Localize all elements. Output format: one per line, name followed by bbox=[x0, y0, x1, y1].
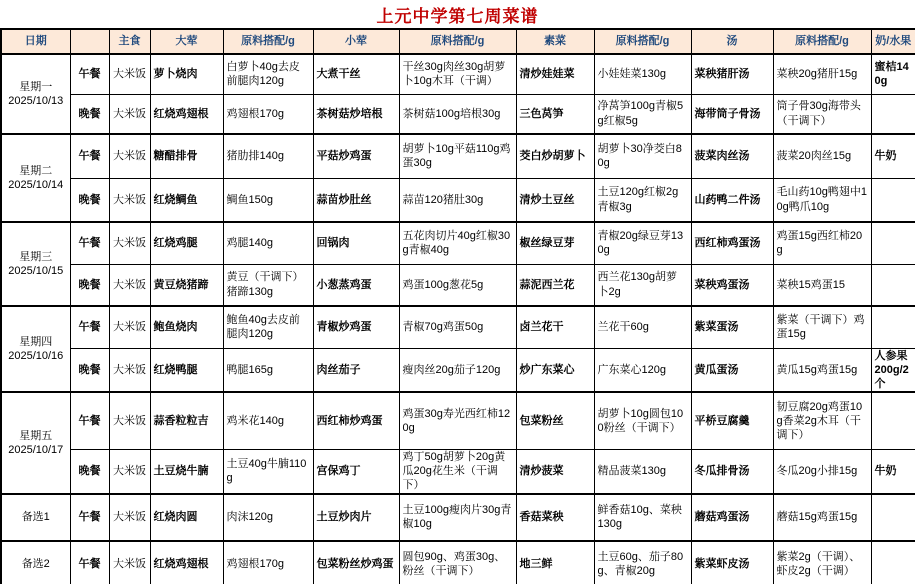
side-dish-cell: 小葱蒸鸡蛋 bbox=[313, 264, 399, 306]
menu-row bbox=[1, 54, 915, 94]
soup-ingredients-cell: 菜秧20g猪肝15g bbox=[773, 54, 871, 94]
milk-fruit-cell bbox=[871, 494, 915, 541]
staple-cell: 大米饭 bbox=[109, 134, 150, 178]
menu-row bbox=[1, 94, 915, 134]
header-date: 日期 bbox=[1, 29, 70, 54]
side-dish-cell: 西红柿炒鸡蛋 bbox=[313, 392, 399, 449]
veg-ingredients-cell: 小娃娃菜130g bbox=[594, 54, 691, 94]
date-cell bbox=[1, 54, 70, 134]
side-dish-cell: 土豆炒肉片 bbox=[313, 494, 399, 541]
main-ingredients-cell: 黄豆（干调下）猪蹄130g bbox=[223, 264, 313, 306]
veg-dish-cell: 三色莴笋 bbox=[516, 94, 594, 134]
veg-ingredients-cell: 鲜香菇10g、菜秧130g bbox=[594, 494, 691, 541]
staple-cell: 大米饭 bbox=[109, 222, 150, 264]
staple-cell: 大米饭 bbox=[109, 94, 150, 134]
veg-dish-cell: 蒜泥西兰花 bbox=[516, 264, 594, 306]
header-veg-dish: 素菜 bbox=[516, 29, 594, 54]
day-label: 备选2 bbox=[21, 558, 50, 571]
soup-ingredients-cell: 毛山药10g鸭翅中10g鸭爪10g bbox=[773, 178, 871, 222]
soup-ingredients-cell: 紫菜（干调下）鸡蛋15g bbox=[773, 306, 871, 348]
main-dish-cell: 鲍鱼烧肉 bbox=[150, 306, 223, 348]
side-dish-cell: 宫保鸡丁 bbox=[313, 449, 399, 493]
veg-ingredients-cell: 土豆60g、茄子80g、青椒20g bbox=[594, 541, 691, 584]
soup-ingredients-cell: 冬瓜20g小排15g bbox=[773, 449, 871, 493]
header-soup-ingredients: 原料搭配/g bbox=[773, 29, 871, 54]
main-dish-cell: 红烧鸡翅根 bbox=[150, 94, 223, 134]
meal-type-cell: 午餐 bbox=[70, 222, 109, 264]
date-cell bbox=[1, 134, 70, 222]
menu-row bbox=[1, 222, 915, 264]
main-dish-cell: 萝卜烧肉 bbox=[150, 54, 223, 94]
main-dish-cell: 糖醋排骨 bbox=[150, 134, 223, 178]
soup-cell: 山药鸭二件汤 bbox=[691, 178, 773, 222]
side-ingredients-cell: 茶树菇100g培根30g bbox=[399, 94, 516, 134]
meal-type-cell: 晚餐 bbox=[70, 348, 109, 392]
milk-fruit-cell: 蜜桔140g bbox=[871, 54, 915, 94]
side-dish-cell: 茶树菇炒培根 bbox=[313, 94, 399, 134]
soup-ingredients-cell: 菜秧15鸡蛋15 bbox=[773, 264, 871, 306]
day-date: 2025/10/13 bbox=[8, 95, 64, 107]
header-main-dish: 大荤 bbox=[150, 29, 223, 54]
header-soup: 汤 bbox=[691, 29, 773, 54]
main-dish-cell: 红烧肉圆 bbox=[150, 494, 223, 541]
main-ingredients-cell: 白萝卜40g去皮前腿肉120g bbox=[223, 54, 313, 94]
day-label: 星期五 bbox=[19, 429, 53, 442]
side-ingredients-cell: 鸡蛋30g寿光西红柿120g bbox=[399, 392, 516, 449]
side-dish-cell: 大煮干丝 bbox=[313, 54, 399, 94]
soup-cell: 菜秧鸡蛋汤 bbox=[691, 264, 773, 306]
day-label: 星期三 bbox=[19, 250, 53, 263]
staple-cell: 大米饭 bbox=[109, 541, 150, 584]
veg-ingredients-cell: 净莴笋100g青椒5g红椒5g bbox=[594, 94, 691, 134]
day-label: 星期一 bbox=[19, 80, 53, 93]
staple-cell: 大米饭 bbox=[109, 449, 150, 493]
menu-row bbox=[1, 348, 915, 392]
side-dish-cell: 平菇炒鸡蛋 bbox=[313, 134, 399, 178]
soup-ingredients-cell: 筒子骨30g海带头（干调下） bbox=[773, 94, 871, 134]
soup-cell: 菠菜肉丝汤 bbox=[691, 134, 773, 178]
milk-fruit-cell bbox=[871, 94, 915, 134]
soup-cell: 菜秧猪肝汤 bbox=[691, 54, 773, 94]
side-dish-cell: 肉丝茄子 bbox=[313, 348, 399, 392]
day-date: 2025/10/17 bbox=[8, 444, 64, 457]
side-ingredients-cell: 蒜苗120猪肚30g bbox=[399, 178, 516, 222]
main-dish-cell: 黄豆烧猪蹄 bbox=[150, 264, 223, 306]
soup-ingredients-cell: 黄瓜15g鸡蛋15g bbox=[773, 348, 871, 392]
staple-cell: 大米饭 bbox=[109, 494, 150, 541]
soup-ingredients-cell: 蘑菇15g鸡蛋15g bbox=[773, 494, 871, 541]
main-dish-cell: 红烧鸭腿 bbox=[150, 348, 223, 392]
veg-ingredients-cell: 广东菜心120g bbox=[594, 348, 691, 392]
menu-row bbox=[1, 178, 915, 222]
soup-ingredients-cell: 紫菜2g（干调）、虾皮2g（干调） bbox=[773, 541, 871, 584]
soup-ingredients-cell: 鸡蛋15g西红柿20g bbox=[773, 222, 871, 264]
main-ingredients-cell: 鲷鱼150g bbox=[223, 178, 313, 222]
main-dish-cell: 蒜香粒粒吉 bbox=[150, 392, 223, 449]
main-ingredients-cell: 鸡米花140g bbox=[223, 392, 313, 449]
date-cell bbox=[1, 494, 70, 541]
main-ingredients-cell: 肉沫120g bbox=[223, 494, 313, 541]
soup-cell: 西红柿鸡蛋汤 bbox=[691, 222, 773, 264]
header-staple: 主食 bbox=[109, 29, 150, 54]
veg-ingredients-cell: 土豆120g红椒2g青椒3g bbox=[594, 178, 691, 222]
meal-type-cell: 晚餐 bbox=[70, 94, 109, 134]
soup-ingredients-cell: 韧豆腐20g鸡蛋10g香菜2g木耳（干调下） bbox=[773, 392, 871, 449]
meal-type-cell: 晚餐 bbox=[70, 449, 109, 493]
menu-row bbox=[1, 264, 915, 306]
soup-cell: 紫菜蛋汤 bbox=[691, 306, 773, 348]
header-veg-ingredients: 原料搭配/g bbox=[594, 29, 691, 54]
header-meal bbox=[70, 29, 109, 54]
milk-fruit-cell bbox=[871, 392, 915, 449]
side-ingredients-cell: 圆包90g、鸡蛋30g、粉丝（干调下） bbox=[399, 541, 516, 584]
staple-cell: 大米饭 bbox=[109, 178, 150, 222]
soup-cell: 冬瓜排骨汤 bbox=[691, 449, 773, 493]
soup-cell: 蘑菇鸡蛋汤 bbox=[691, 494, 773, 541]
menu-row bbox=[1, 392, 915, 449]
meal-type-cell: 午餐 bbox=[70, 494, 109, 541]
veg-ingredients-cell: 兰花干60g bbox=[594, 306, 691, 348]
staple-cell: 大米饭 bbox=[109, 348, 150, 392]
veg-dish-cell: 清炒菠菜 bbox=[516, 449, 594, 493]
side-ingredients-cell: 土豆100g瘦肉片30g青椒10g bbox=[399, 494, 516, 541]
staple-cell: 大米饭 bbox=[109, 392, 150, 449]
veg-dish-cell: 清炒娃娃菜 bbox=[516, 54, 594, 94]
day-date: 2025/10/16 bbox=[8, 350, 64, 363]
day-date: 2025/10/15 bbox=[8, 265, 64, 277]
staple-cell: 大米饭 bbox=[109, 306, 150, 348]
soup-cell: 黄瓜蛋汤 bbox=[691, 348, 773, 392]
veg-ingredients-cell: 青椒20g绿豆芽130g bbox=[594, 222, 691, 264]
date-cell bbox=[1, 222, 70, 306]
soup-ingredients-cell: 菠菜20肉丝15g bbox=[773, 134, 871, 178]
staple-cell: 大米饭 bbox=[109, 264, 150, 306]
day-label: 备选1 bbox=[21, 511, 50, 524]
menu-body bbox=[1, 54, 915, 584]
meal-type-cell: 午餐 bbox=[70, 392, 109, 449]
main-ingredients-cell: 鸭腿165g bbox=[223, 348, 313, 392]
veg-dish-cell: 地三鲜 bbox=[516, 541, 594, 584]
milk-fruit-cell bbox=[871, 541, 915, 584]
date-cell bbox=[1, 541, 70, 584]
main-ingredients-cell: 鲍鱼40g去皮前腿肉120g bbox=[223, 306, 313, 348]
header-side-ingredients: 原料搭配/g bbox=[399, 29, 516, 54]
veg-ingredients-cell: 胡萝卜10g圆包100粉丝（干调下） bbox=[594, 392, 691, 449]
header-row bbox=[1, 29, 915, 54]
side-ingredients-cell: 瘦肉丝20g茄子120g bbox=[399, 348, 516, 392]
main-ingredients-cell: 土豆40g牛腩110g bbox=[223, 449, 313, 493]
side-dish-cell: 蒜苗炒肚丝 bbox=[313, 178, 399, 222]
side-dish-cell: 青椒炒鸡蛋 bbox=[313, 306, 399, 348]
milk-fruit-cell: 牛奶 bbox=[871, 134, 915, 178]
veg-dish-cell: 炒广东菜心 bbox=[516, 348, 594, 392]
veg-ingredients-cell: 西兰花130g胡萝卜2g bbox=[594, 264, 691, 306]
veg-dish-cell: 香菇菜秧 bbox=[516, 494, 594, 541]
milk-fruit-cell bbox=[871, 222, 915, 264]
soup-cell: 海带筒子骨汤 bbox=[691, 94, 773, 134]
veg-dish-cell: 清炒土豆丝 bbox=[516, 178, 594, 222]
main-ingredients-cell: 鸡腿140g bbox=[223, 222, 313, 264]
milk-fruit-cell: 人参果200g/2个 bbox=[871, 348, 915, 392]
main-dish-cell: 土豆烧牛腩 bbox=[150, 449, 223, 493]
soup-cell: 紫菜虾皮汤 bbox=[691, 541, 773, 584]
menu-row bbox=[1, 306, 915, 348]
meal-type-cell: 晚餐 bbox=[70, 178, 109, 222]
milk-fruit-cell: 牛奶 bbox=[871, 449, 915, 493]
staple-cell: 大米饭 bbox=[109, 54, 150, 94]
title-bar bbox=[0, 0, 915, 28]
header-milk-fruit: 奶/水果 bbox=[871, 29, 915, 54]
menu-row bbox=[1, 449, 915, 493]
milk-fruit-cell bbox=[871, 178, 915, 222]
veg-dish-cell: 卤兰花干 bbox=[516, 306, 594, 348]
main-ingredients-cell: 猪肋排140g bbox=[223, 134, 313, 178]
side-ingredients-cell: 干丝30g肉丝30g胡萝卜10g木耳（干调） bbox=[399, 54, 516, 94]
side-ingredients-cell: 鸡蛋100g葱花5g bbox=[399, 264, 516, 306]
day-label: 星期四 bbox=[19, 335, 53, 348]
soup-cell: 平桥豆腐羹 bbox=[691, 392, 773, 449]
page-title: 上元中学第七周菜谱 bbox=[376, 6, 539, 26]
main-ingredients-cell: 鸡翅根170g bbox=[223, 94, 313, 134]
main-dish-cell: 红烧鸡腿 bbox=[150, 222, 223, 264]
milk-fruit-cell bbox=[871, 306, 915, 348]
day-label: 星期二 bbox=[19, 164, 53, 177]
side-dish-cell: 包菜粉丝炒鸡蛋 bbox=[313, 541, 399, 584]
side-ingredients-cell: 胡萝卜10g平菇110g鸡蛋30g bbox=[399, 134, 516, 178]
veg-dish-cell: 茭白炒胡萝卜 bbox=[516, 134, 594, 178]
meal-type-cell: 午餐 bbox=[70, 54, 109, 94]
header-main-ingredients: 原料搭配/g bbox=[223, 29, 313, 54]
header-side-dish: 小荤 bbox=[313, 29, 399, 54]
main-dish-cell: 红烧鸡翅根 bbox=[150, 541, 223, 584]
meal-type-cell: 午餐 bbox=[70, 134, 109, 178]
veg-ingredients-cell: 精品菠菜130g bbox=[594, 449, 691, 493]
day-date: 2025/10/14 bbox=[8, 179, 64, 191]
side-ingredients-cell: 鸡丁50g胡萝卜20g黄瓜20g花生米（干调下） bbox=[399, 449, 516, 493]
meal-type-cell: 午餐 bbox=[70, 306, 109, 348]
menu-table bbox=[0, 28, 915, 584]
menu-row bbox=[1, 494, 915, 541]
side-ingredients-cell: 青椒70g鸡蛋50g bbox=[399, 306, 516, 348]
veg-dish-cell: 包菜粉丝 bbox=[516, 392, 594, 449]
side-ingredients-cell: 五花肉切片40g红椒30g青椒40g bbox=[399, 222, 516, 264]
veg-ingredients-cell: 胡萝卜30净茭白80g bbox=[594, 134, 691, 178]
meal-type-cell: 午餐 bbox=[70, 541, 109, 584]
main-ingredients-cell: 鸡翅根170g bbox=[223, 541, 313, 584]
meal-type-cell: 晚餐 bbox=[70, 264, 109, 306]
veg-dish-cell: 椒丝绿豆芽 bbox=[516, 222, 594, 264]
milk-fruit-cell bbox=[871, 264, 915, 306]
menu-row bbox=[1, 134, 915, 178]
main-dish-cell: 红烧鲷鱼 bbox=[150, 178, 223, 222]
date-cell bbox=[1, 306, 70, 392]
side-dish-cell: 回锅肉 bbox=[313, 222, 399, 264]
menu-row bbox=[1, 541, 915, 584]
date-cell bbox=[1, 392, 70, 493]
